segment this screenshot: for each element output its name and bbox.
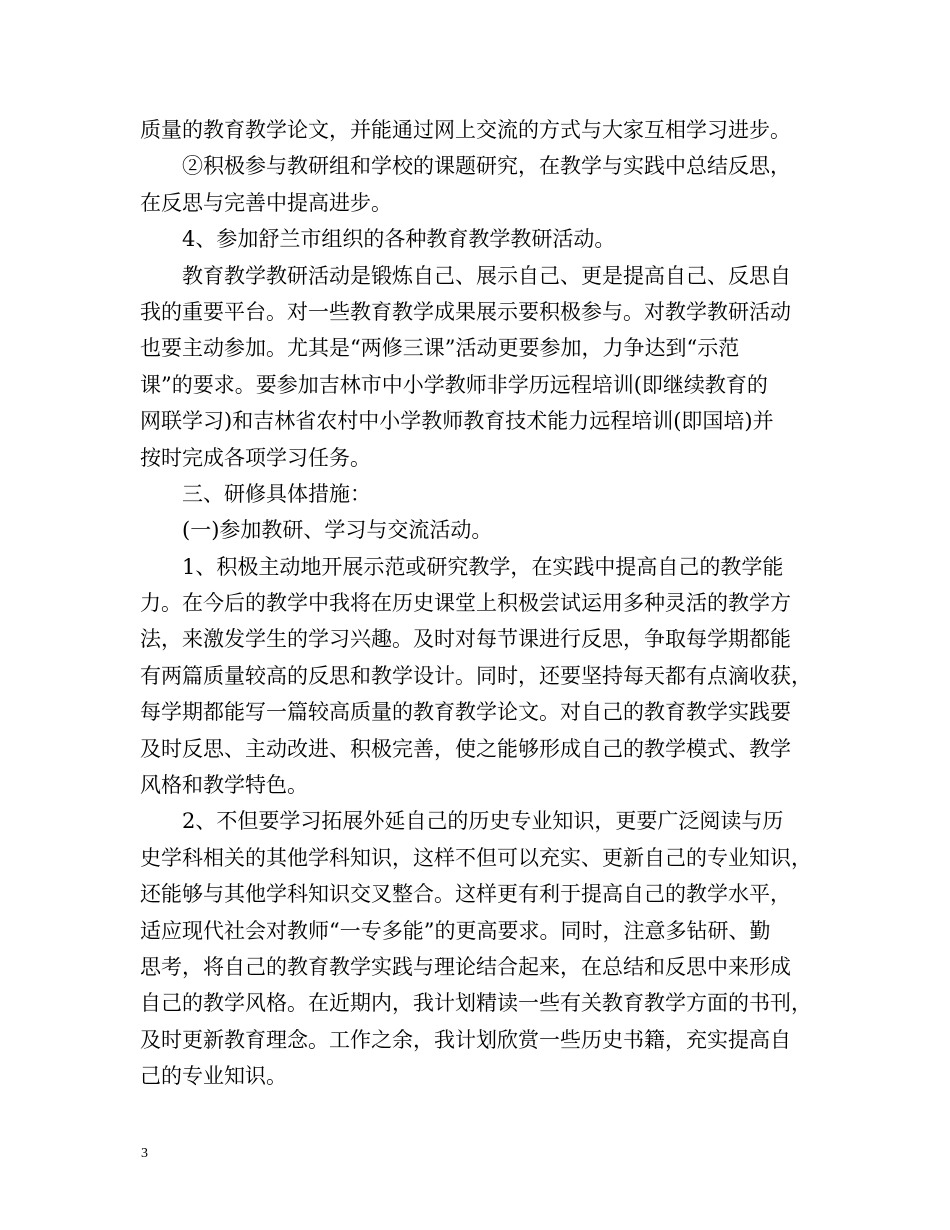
- text-line: 在反思与完善中提高进步。: [140, 190, 392, 215]
- text-line: 法，来激发学生的学习兴趣。及时对每节课进行反思，争取每学期都能: [140, 627, 791, 652]
- text-line: 史学科相关的其他学科知识，这样不但可以充实、更新自己的专业知识，: [140, 845, 812, 870]
- text-line: 适应现代社会对教师“一专多能”的更高要求。同时，注意多钻研、勤: [140, 918, 771, 943]
- text-line: 力。在今后的教学中我将在历史课堂上积极尝试运用多种灵活的教学方: [140, 591, 791, 616]
- page-number: 3: [141, 1146, 148, 1161]
- text-line: 教育教学教研活动是锻炼自己、展示自己、更是提高自己、反思自: [182, 263, 791, 288]
- text-line: 每学期都能写一篇较高质量的教育教学论文。对自己的教育教学实践要: [140, 700, 791, 725]
- text-line: 己的专业知识。: [140, 1064, 287, 1089]
- text-line: 1、积极主动地开展示范或研究教学，在实践中提高自己的教学能: [182, 554, 784, 579]
- text-line: 有两篇质量较高的反思和教学设计。同时，还要坚持每天都有点滴收获，: [140, 663, 812, 688]
- text-line: 质量的教育教学论文，并能通过网上交流的方式与大家互相学习进步。: [140, 118, 791, 142]
- text-line: 也要主动参加。尤其是“两修三课”活动更要参加，力争达到“示范: [140, 336, 740, 361]
- text-line: 网联学习)和吉林省农村中小学教师教育技术能力远程培训(即国培)并: [140, 409, 774, 434]
- text-line: 思考，将自己的教育教学实践与理论结合起来，在总结和反思中来形成: [140, 954, 791, 979]
- text-line: (一)参加教研、学习与交流活动。: [182, 518, 493, 543]
- text-line: 按时完成各项学习任务。: [140, 445, 371, 470]
- text-line: ②积极参与教研组和学校的课题研究，在教学与实践中总结反思，: [182, 154, 791, 179]
- text-line: 及时反思、主动改进、积极完善，使之能够形成自己的教学模式、教学: [140, 736, 791, 761]
- text-line: 三、研修具体措施：: [182, 481, 371, 506]
- text-line: 及时更新教育理念。工作之余，我计划欣赏一些历史书籍，充实提高自: [140, 1027, 791, 1052]
- text-line: 我的重要平台。对一些教育教学成果展示要积极参与。对教学教研活动: [140, 299, 791, 324]
- document-body: [140, 112, 820, 1095]
- text-line: 4、参加舒兰市组织的各种教育教学教研活动。: [182, 227, 616, 252]
- text-line: 自己的教学风格。在近期内，我计划精读一些有关教育教学方面的书刊，: [140, 991, 812, 1016]
- text-line: 2、不但要学习拓展外延自己的历史专业知识，更要广泛阅读与历: [182, 809, 784, 834]
- text-line: 还能够与其他学科知识交叉整合。这样更有利于提高自己的教学水平，: [140, 882, 791, 907]
- text-line: 课”的要求。要参加吉林市中小学教师非学历远程培训(即继续教育的: [140, 372, 768, 397]
- text-line: 风格和教学特色。: [140, 773, 308, 798]
